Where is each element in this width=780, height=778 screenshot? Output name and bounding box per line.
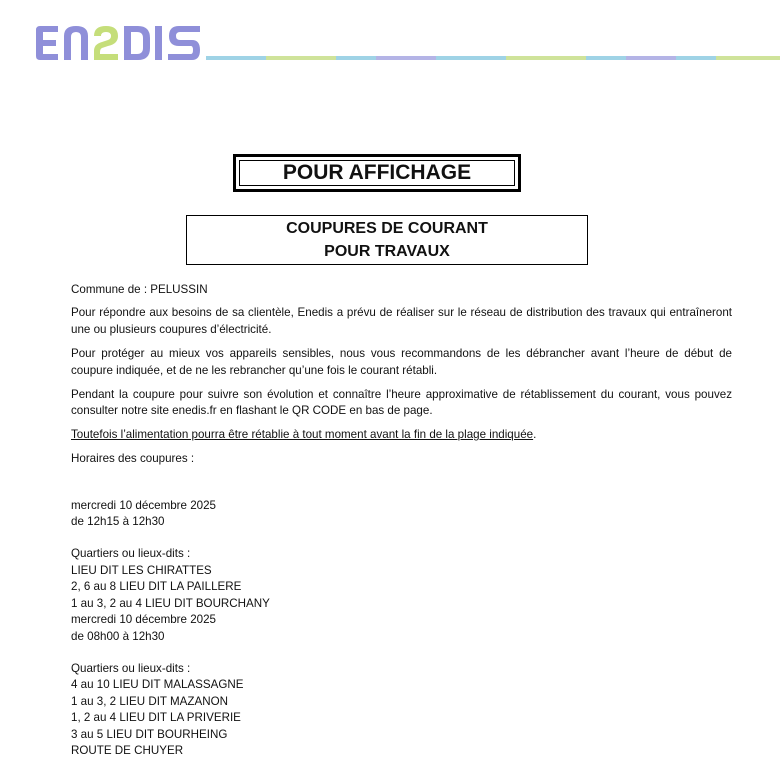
outage-2-place: 4 au 10 LIEU DIT MALASSAGNE — [71, 678, 244, 692]
note-end: . — [533, 427, 537, 441]
outage-2-place: 1 au 3, 2 LIEU DIT MAZANON — [71, 694, 228, 708]
outage-2-place: 3 au 5 LIEU DIT BOURHEING — [71, 727, 228, 741]
pour-affichage-box — [233, 154, 521, 192]
header-stripes — [206, 56, 780, 60]
outage-1-time: de 12h15 à 12h30 — [71, 515, 165, 529]
outage-1-place: LIEU DIT LES CHIRATTES — [71, 563, 212, 577]
coupures-title-line2: POUR TRAVAUX — [324, 243, 450, 260]
outage-2-place: ROUTE DE CHUYER — [71, 743, 184, 757]
outage-2-place: 1, 2 au 4 LIEU DIT LA PRIVERIE — [71, 711, 241, 725]
page-header — [0, 0, 780, 80]
coupures-title-box — [186, 215, 588, 265]
paragraph-protect: Pour protéger au mieux vos appareils sensibles, nous vous recommandons de les débrancher avant l’heure de début de coupure indiquée, et de ne les rebrancher qu’une fois le courant rétabli. — [71, 347, 732, 377]
outage-2-time: de 08h00 à 12h30 — [71, 629, 165, 643]
outage-2-places-label: Quartiers ou lieux-dits : — [71, 661, 191, 675]
commune: Commune de : PELUSSIN — [71, 283, 208, 296]
outage-1-place: 1 au 3, 2 au 4 LIEU DIT BOURCHANY — [71, 596, 270, 610]
paragraph-note — [71, 427, 732, 443]
outage-1-date: mercredi 10 décembre 2025 — [71, 498, 217, 512]
paragraph-follow: Pendant la coupure pour suivre son évolution et connaître l’heure approximative de rétablissement du courant, vous pouvez consulter notre site enedis.fr en flashant le QR CODE en bas de page. — [71, 388, 732, 418]
outage-2-date: mercredi 10 décembre 2025 — [71, 613, 217, 627]
outage-1-places-label: Quartiers ou lieux-dits : — [71, 547, 191, 561]
note-text: Toutefois l’alimentation pourra être rétablie à tout moment avant la fin de la plage indiquée — [71, 427, 534, 441]
paragraph-intro: Pour répondre aux besoins de sa clientèle, Enedis a prévu de réaliser sur le réseau de distribution des travaux qui entraîneront une ou plusieurs coupures d’électricité. — [71, 306, 732, 336]
outage-1-place: 2, 6 au 8 LIEU DIT LA PAILLERE — [71, 580, 242, 594]
pour-affichage-title: POUR AFFICHAGE — [239, 160, 515, 186]
horaires-label: Horaires des coupures : — [71, 452, 195, 466]
coupures-title-line1: COUPURES DE COURANT — [286, 220, 488, 237]
notice-body — [71, 282, 732, 759]
enedis-logo — [34, 22, 202, 64]
